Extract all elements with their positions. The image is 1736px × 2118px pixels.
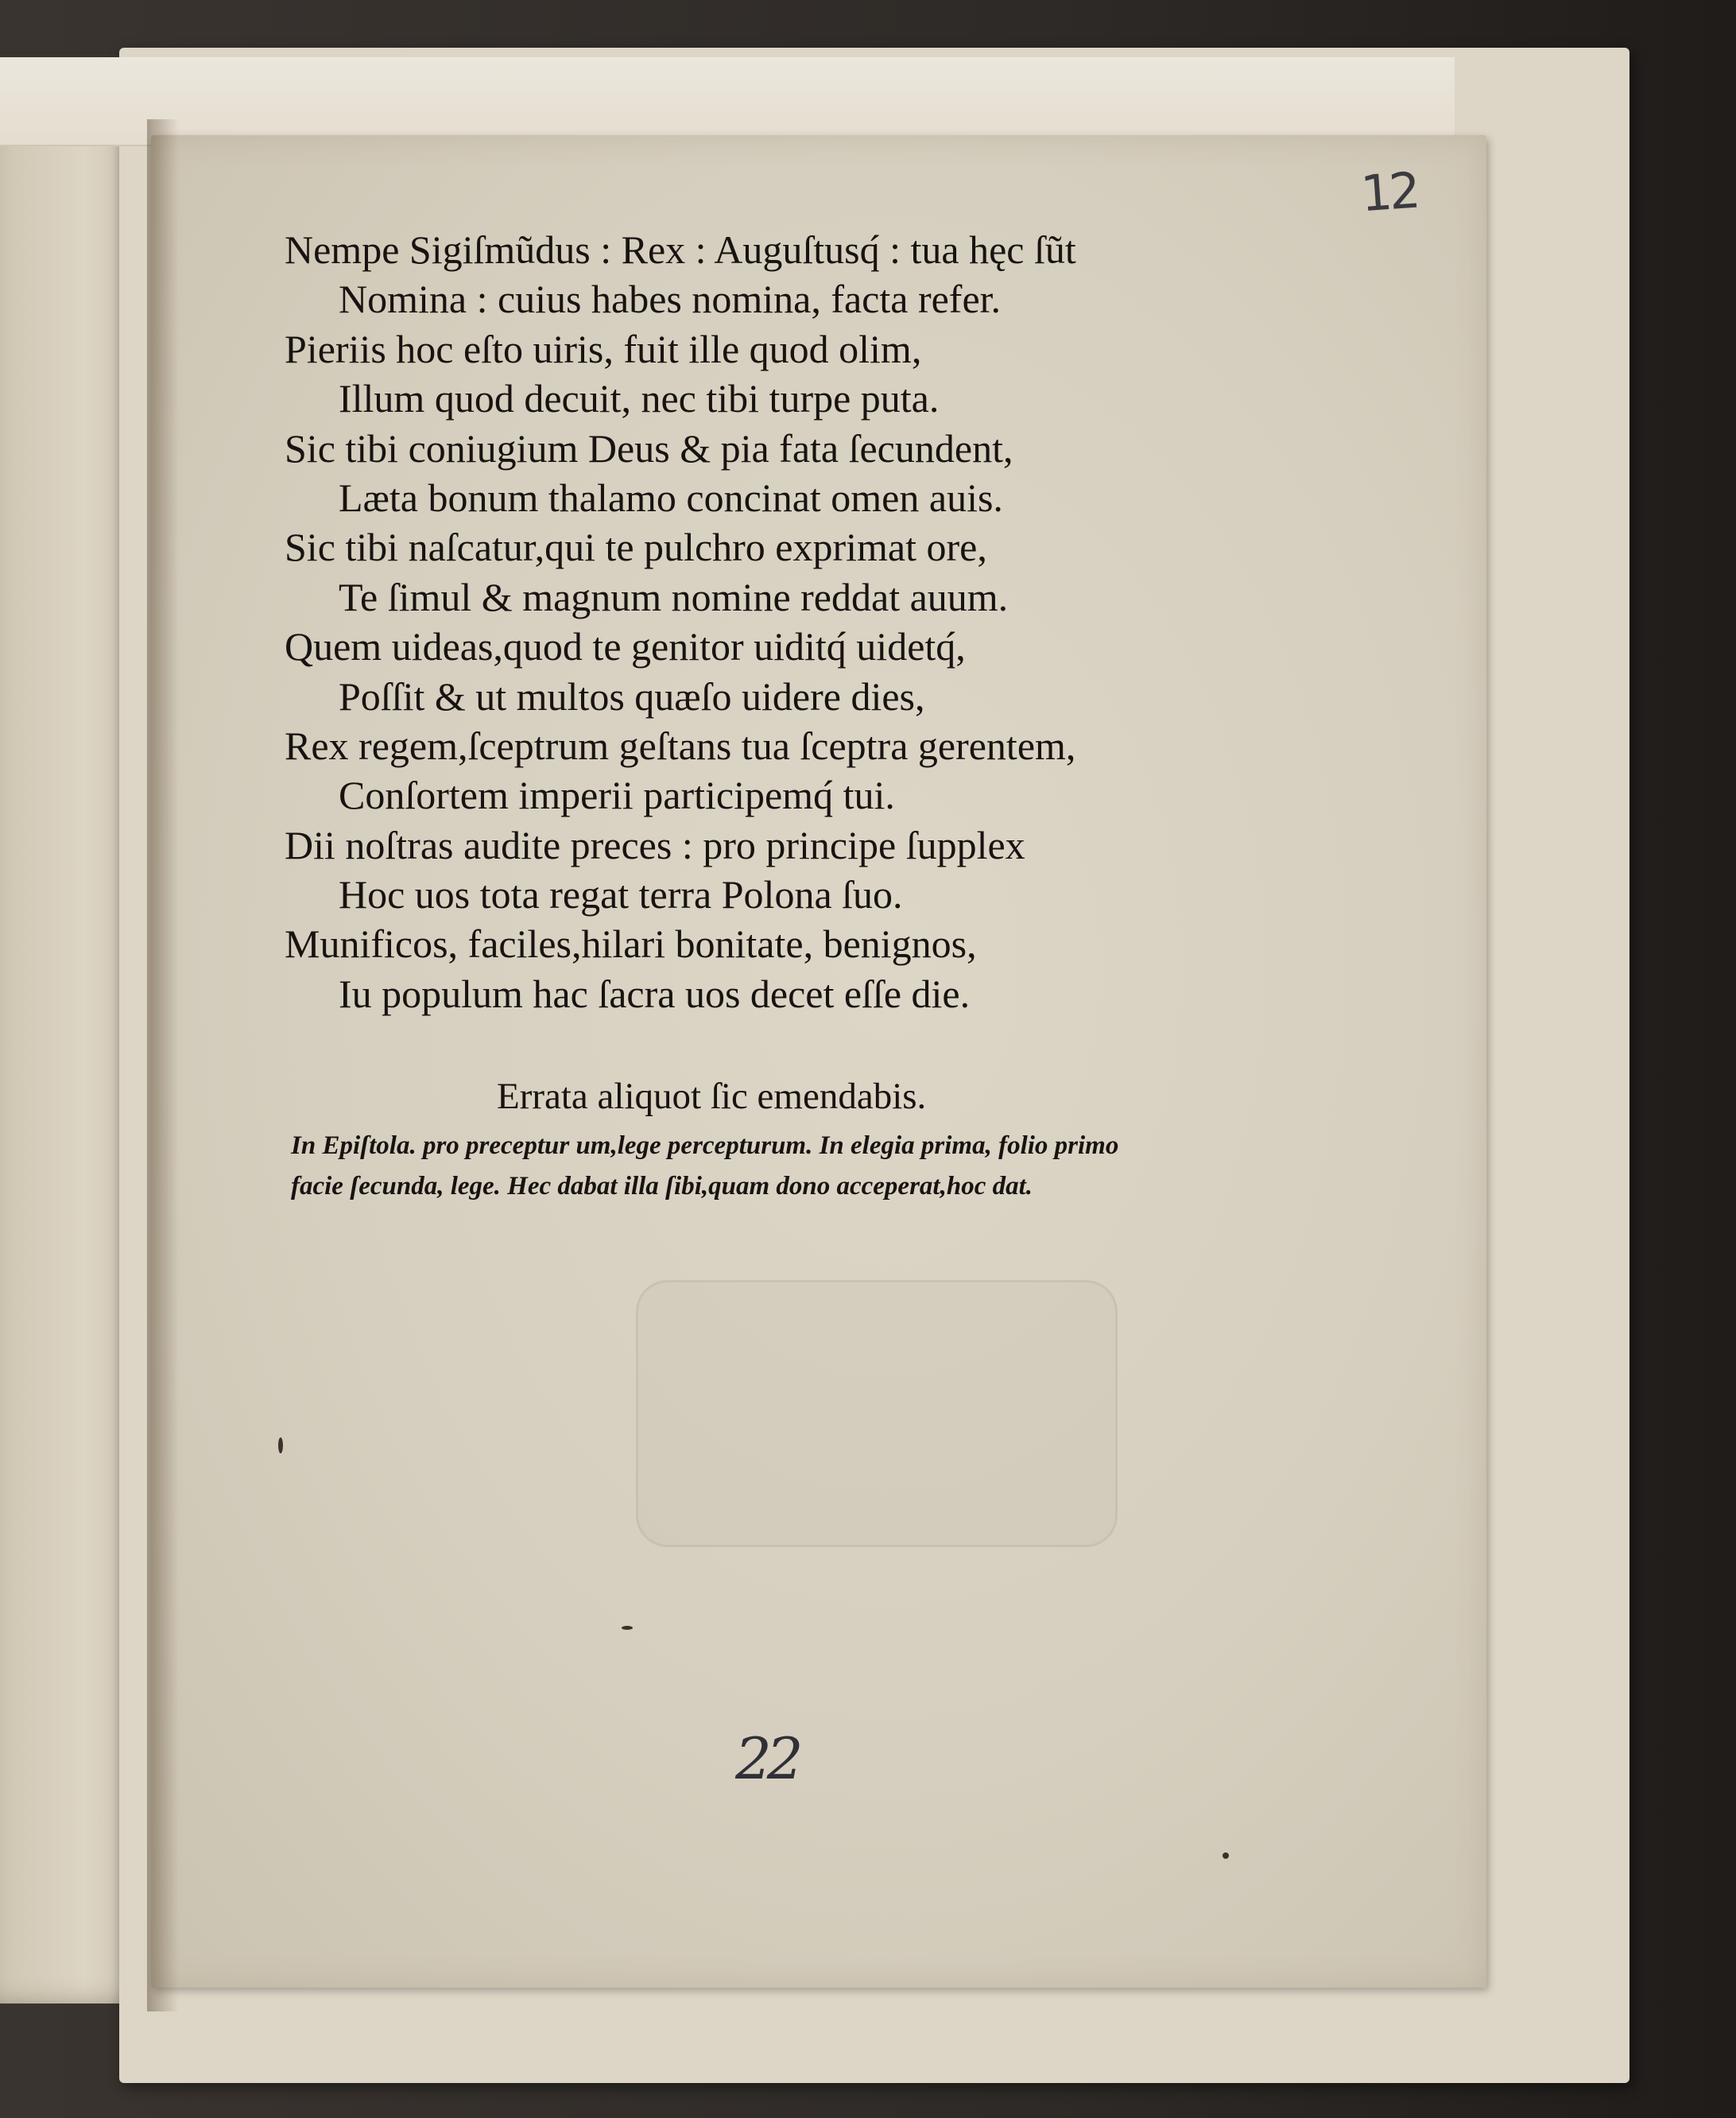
verse-line: Nempe Sigiſmũdus : Rex : Auguſtusq́ : tua hęc ſũt <box>285 227 1076 272</box>
verse-line: Læta bonum thalamo concinat omen auis. <box>339 475 1003 520</box>
verse-line: Quem uideas,quod te genitor uiditq́ uidetq́, <box>285 624 966 669</box>
paper-top-edge <box>0 57 1455 146</box>
verse-line: Conſortem imperii participemq́ tui. <box>339 773 895 818</box>
verse-line: Poſſit & ut multos quæſo uidere dies, <box>339 673 925 719</box>
errata-note-line: In Epiſtola. pro preceptur um,lege percepturum. In elegia prima, folio primo <box>291 1131 1119 1160</box>
bleed-through-stamp <box>636 1280 1118 1547</box>
verse-line: Sic tibi coniugium Deus & pia fata ſecundent, <box>285 425 1013 471</box>
paper-speck <box>1223 1852 1229 1859</box>
verse-text-block <box>285 225 1334 1018</box>
verse-line: Illum quod decuit, nec tibi turpe puta. <box>339 376 940 421</box>
paper-speck <box>622 1626 633 1630</box>
verse-line: Dii noſtras audite preces : pro principe ſupplex <box>285 822 1025 867</box>
handwritten-page-number: 22 <box>735 1725 799 1792</box>
verse-line: Te ſimul & magnum nomine reddat auum. <box>339 574 1009 619</box>
gutter-shadow <box>147 119 179 2011</box>
paper-speck <box>278 1437 283 1453</box>
errata-heading: Errata aliquot ſic emendabis. <box>497 1076 927 1117</box>
verse-line: Hoc uos tota regat terra Polona ſuo. <box>339 872 903 917</box>
verse-line: Rex regem,ſceptrum geſtans tua ſceptra gerentem, <box>285 723 1076 768</box>
verse-line: Nomina : cuius habes nomina, facta refer. <box>339 277 1002 322</box>
verse-line: Sic tibi naſcatur,qui te pulchro exprimat ore, <box>285 525 987 570</box>
verse-line: Munificos, faciles,hilari bonitate, benignos, <box>285 921 977 967</box>
errata-note-line: facie ſecunda, lege. Hec dabat illa ſibi,quam dono acceperat,hoc dat. <box>291 1172 1033 1201</box>
folio-number: 12 <box>1358 161 1420 223</box>
verse-line: Pieriis hoc eſto uiris, fuit ille quod olim, <box>285 326 922 371</box>
verse-line: Iu populum hac ſacra uos decet eſſe die. <box>339 971 971 1016</box>
